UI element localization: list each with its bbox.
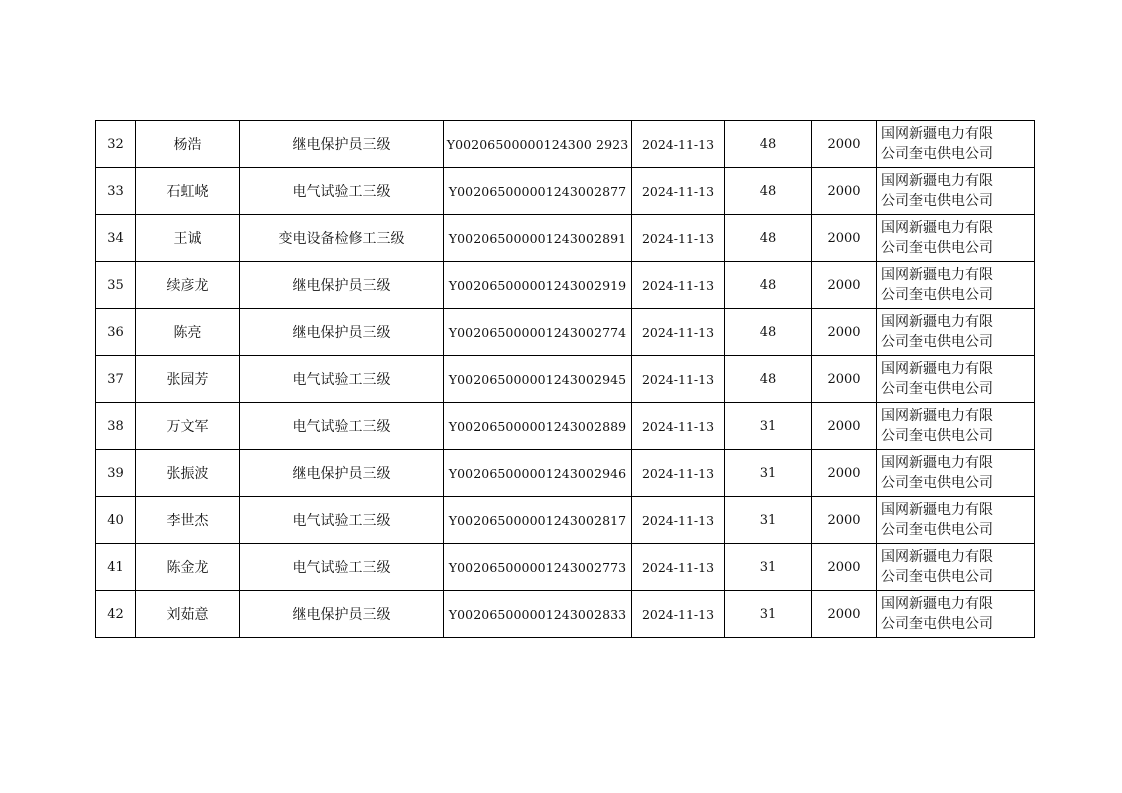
- table-row: [96, 215, 1035, 262]
- certificate-number: Y002065000001243002946: [444, 450, 632, 497]
- row-number: 34: [96, 215, 136, 262]
- issue-date: 2024-11-13: [632, 215, 725, 262]
- organization-line-2: 公司奎屯供电公司: [881, 381, 993, 397]
- organization-cell: [877, 356, 1035, 403]
- organization-cell: [877, 544, 1035, 591]
- certificate-number: Y002065000001243002891: [444, 215, 632, 262]
- table-row: [96, 262, 1035, 309]
- amount-value: 2000: [812, 262, 877, 309]
- organization-cell: [877, 450, 1035, 497]
- person-name: 陈亮: [136, 309, 240, 356]
- certificate-number: Y002065000001243002877: [444, 168, 632, 215]
- organization-line-1: 国网新疆电力有限: [881, 267, 993, 283]
- hours-value: 31: [725, 497, 812, 544]
- table-row: [96, 168, 1035, 215]
- table-row: [96, 356, 1035, 403]
- hours-value: 31: [725, 450, 812, 497]
- hours-value: 31: [725, 403, 812, 450]
- organization-line-2: 公司奎屯供电公司: [881, 428, 993, 444]
- issue-date: 2024-11-13: [632, 356, 725, 403]
- organization-line-1: 国网新疆电力有限: [881, 408, 993, 424]
- row-number: 40: [96, 497, 136, 544]
- organization-cell: [877, 403, 1035, 450]
- person-name: 石虹峣: [136, 168, 240, 215]
- table-row: [96, 121, 1035, 168]
- issue-date: 2024-11-13: [632, 262, 725, 309]
- hours-value: 48: [725, 262, 812, 309]
- amount-value: 2000: [812, 497, 877, 544]
- issue-date: 2024-11-13: [632, 450, 725, 497]
- table-row: [96, 309, 1035, 356]
- organization-cell: [877, 591, 1035, 638]
- certificate-number: Y00206500000124300 2923: [444, 121, 632, 168]
- certificate-number: Y002065000001243002945: [444, 356, 632, 403]
- organization-line-2: 公司奎屯供电公司: [881, 475, 993, 491]
- job-title: 继电保护员三级: [240, 450, 444, 497]
- table-row: [96, 450, 1035, 497]
- hours-value: 48: [725, 215, 812, 262]
- organization-cell: [877, 168, 1035, 215]
- row-number: 39: [96, 450, 136, 497]
- job-title: 继电保护员三级: [240, 591, 444, 638]
- certificate-number: Y002065000001243002817: [444, 497, 632, 544]
- table-row: [96, 497, 1035, 544]
- table-row: [96, 403, 1035, 450]
- hours-value: 48: [725, 356, 812, 403]
- person-name: 杨浩: [136, 121, 240, 168]
- person-name: 张园芳: [136, 356, 240, 403]
- job-title: 变电设备检修工三级: [240, 215, 444, 262]
- certificate-number: Y002065000001243002774: [444, 309, 632, 356]
- organization-line-1: 国网新疆电力有限: [881, 314, 993, 330]
- amount-value: 2000: [812, 450, 877, 497]
- subsidy-table: [95, 120, 1035, 638]
- organization-cell: [877, 121, 1035, 168]
- job-title: 电气试验工三级: [240, 497, 444, 544]
- organization-line-1: 国网新疆电力有限: [881, 173, 993, 189]
- organization-line-2: 公司奎屯供电公司: [881, 240, 993, 256]
- organization-cell: [877, 497, 1035, 544]
- organization-line-2: 公司奎屯供电公司: [881, 193, 993, 209]
- amount-value: 2000: [812, 544, 877, 591]
- certificate-number: Y002065000001243002833: [444, 591, 632, 638]
- organization-line-1: 国网新疆电力有限: [881, 596, 993, 612]
- organization-line-1: 国网新疆电力有限: [881, 220, 993, 236]
- row-number: 37: [96, 356, 136, 403]
- organization-cell: [877, 262, 1035, 309]
- amount-value: 2000: [812, 121, 877, 168]
- issue-date: 2024-11-13: [632, 309, 725, 356]
- organization-cell: [877, 309, 1035, 356]
- organization-line-2: 公司奎屯供电公司: [881, 146, 993, 162]
- certificate-number: Y002065000001243002773: [444, 544, 632, 591]
- job-title: 继电保护员三级: [240, 262, 444, 309]
- issue-date: 2024-11-13: [632, 591, 725, 638]
- organization-line-2: 公司奎屯供电公司: [881, 287, 993, 303]
- organization-line-2: 公司奎屯供电公司: [881, 569, 993, 585]
- organization-line-1: 国网新疆电力有限: [881, 126, 993, 142]
- issue-date: 2024-11-13: [632, 121, 725, 168]
- person-name: 张振波: [136, 450, 240, 497]
- organization-line-1: 国网新疆电力有限: [881, 455, 993, 471]
- certificate-number: Y002065000001243002919: [444, 262, 632, 309]
- hours-value: 31: [725, 591, 812, 638]
- organization-cell: [877, 215, 1035, 262]
- job-title: 电气试验工三级: [240, 403, 444, 450]
- amount-value: 2000: [812, 356, 877, 403]
- organization-line-2: 公司奎屯供电公司: [881, 334, 993, 350]
- amount-value: 2000: [812, 309, 877, 356]
- row-number: 33: [96, 168, 136, 215]
- organization-line-2: 公司奎屯供电公司: [881, 616, 993, 632]
- table-row: [96, 591, 1035, 638]
- row-number: 38: [96, 403, 136, 450]
- person-name: 万文军: [136, 403, 240, 450]
- amount-value: 2000: [812, 591, 877, 638]
- table-row: [96, 544, 1035, 591]
- table-body: [96, 121, 1035, 638]
- job-title: 继电保护员三级: [240, 121, 444, 168]
- hours-value: 31: [725, 544, 812, 591]
- person-name: 刘茹意: [136, 591, 240, 638]
- row-number: 42: [96, 591, 136, 638]
- job-title: 继电保护员三级: [240, 309, 444, 356]
- person-name: 王诚: [136, 215, 240, 262]
- hours-value: 48: [725, 121, 812, 168]
- row-number: 32: [96, 121, 136, 168]
- hours-value: 48: [725, 309, 812, 356]
- issue-date: 2024-11-13: [632, 544, 725, 591]
- hours-value: 48: [725, 168, 812, 215]
- person-name: 续彦龙: [136, 262, 240, 309]
- issue-date: 2024-11-13: [632, 168, 725, 215]
- amount-value: 2000: [812, 168, 877, 215]
- amount-value: 2000: [812, 403, 877, 450]
- person-name: 李世杰: [136, 497, 240, 544]
- amount-value: 2000: [812, 215, 877, 262]
- row-number: 35: [96, 262, 136, 309]
- person-name: 陈金龙: [136, 544, 240, 591]
- job-title: 电气试验工三级: [240, 356, 444, 403]
- organization-line-2: 公司奎屯供电公司: [881, 522, 993, 538]
- row-number: 36: [96, 309, 136, 356]
- certificate-number: Y002065000001243002889: [444, 403, 632, 450]
- issue-date: 2024-11-13: [632, 403, 725, 450]
- job-title: 电气试验工三级: [240, 544, 444, 591]
- organization-line-1: 国网新疆电力有限: [881, 502, 993, 518]
- row-number: 41: [96, 544, 136, 591]
- job-title: 电气试验工三级: [240, 168, 444, 215]
- organization-line-1: 国网新疆电力有限: [881, 361, 993, 377]
- organization-line-1: 国网新疆电力有限: [881, 549, 993, 565]
- issue-date: 2024-11-13: [632, 497, 725, 544]
